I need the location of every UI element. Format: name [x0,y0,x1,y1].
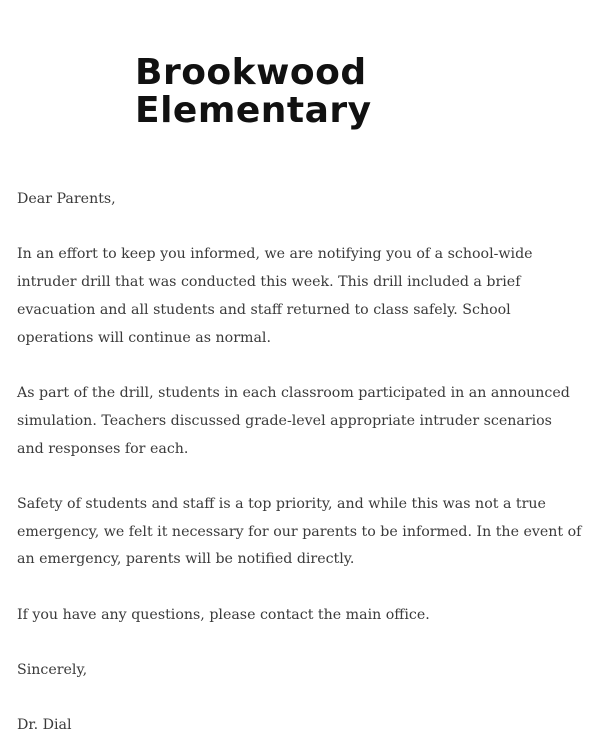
school-name-line-2: Elementary [135,90,372,131]
letter-paragraph-1: In an effort to keep you informed, we are notifying you of a school-wide intruder drill that was conducted this week. This drill included a brief evacuation and all students and staff returned to class safely. School operations will continue as normal. [17,246,533,346]
letter-body [17,186,583,740]
letter-paragraph-3: Safety of students and staff is a top priority, and while this was not a true emergency, we felt it necessary for our parents to be informed. In the event of an emergency, parents will be notified directly. [17,495,582,568]
letter-paragraph-2: As part of the drill, students in each classroom participated in an announced simulation. Teachers discussed grade-level appropriate intruder scenarios and responses for each. [17,384,570,457]
letter-greeting: Dear Parents, [17,191,116,207]
school-name-line-1: Brookwood [135,52,367,93]
letter-closing: Sincerely, [17,662,88,679]
letter-paragraph-4: If you have any questions, please contact the main office. [17,606,430,623]
school-name-heading [135,54,435,130]
letter-signature: Dr. Dial [17,717,72,734]
